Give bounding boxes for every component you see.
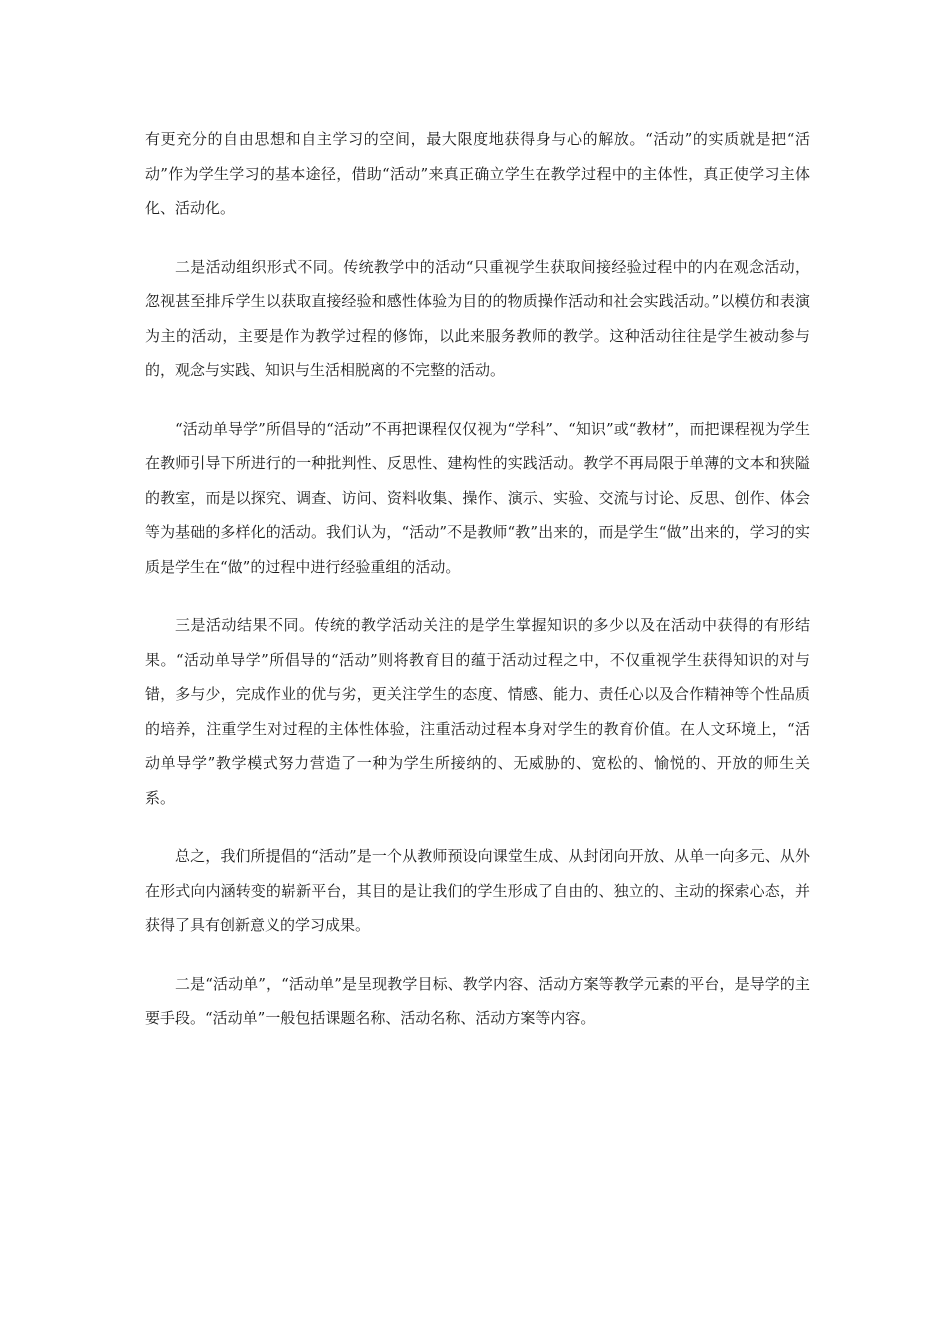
paragraph-3: “活动单导学”所倡导的“活动”不再把课程仅仅视为“学科”、“知识”或“教材”，而把课程视为学生在教师引导下所进行的一种批判性、反思性、建构性的实践活动。教学不再局限于单薄的文本和狭隘的教室，而是以探究、调查、访问、资料收集、操作、演示、实验、交流与讨论、反思、创作、体会等为基础的多样化的活动。我们认为，“活动”不是教师“教”出来的，而是学生“做”出来的，学习的实质是学生在“做”的过程中进行经验重组的活动。	[145, 419, 810, 576]
paragraph-1: 有更充分的自由思想和自主学习的空间，最大限度地获得身与心的解放。“活动”的实质就是把“活动”作为学生学习的基本途径，借助“活动”来真正确立学生在教学过程中的主体性，真正使学习主体化、活动化。	[145, 130, 810, 217]
paragraph-4: 三是活动结果不同。传统的教学活动关注的是学生掌握知识的多少以及在活动中获得的有形结果。“活动单导学”所倡导的“活动”则将教育目的蕴于活动过程之中，不仅重视学生获得知识的对与错，多与少，完成作业的优与劣，更关注学生的态度、情感、能力、责任心以及合作精神等个性品质的培养，注重学生对过程的主体性体验，注重活动过程本身对学生的教育价值。在人文环境上，“活动单导学”教学模式努力营造了一种为学生所接纳的、无威胁的、宽松的、愉悦的、开放的师生关系。	[145, 616, 810, 807]
paragraph-6: 二是“活动单”，“活动单”是呈现教学目标、教学内容、活动方案等教学元素的平台，是导学的主要手段。“活动单”一般包括课题名称、活动名称、活动方案等内容。	[145, 974, 810, 1027]
document-body	[145, 122, 810, 1060]
paragraph-2: 二是活动组织形式不同。传统教学中的活动“只重视学生获取间接经验过程中的内在观念活动，忽视甚至排斥学生以获取直接经验和感性体验为目的的物质操作活动和社会实践活动。”以模仿和表演为主的活动，主要是作为教学过程的修饰，以此来服务教师的教学。这种活动往往是学生被动参与的，观念与实践、知识与生活相脱离的不完整的活动。	[145, 257, 810, 379]
paragraph-5: 总之，我们所提倡的“活动”是一个从教师预设向课堂生成、从封闭向开放、从单一向多元、从外在形式向内涵转变的崭新平台，其目的是让我们的学生形成了自由的、独立的、主动的探索心态，并获得了具有创新意义的学习成果。	[145, 847, 810, 934]
